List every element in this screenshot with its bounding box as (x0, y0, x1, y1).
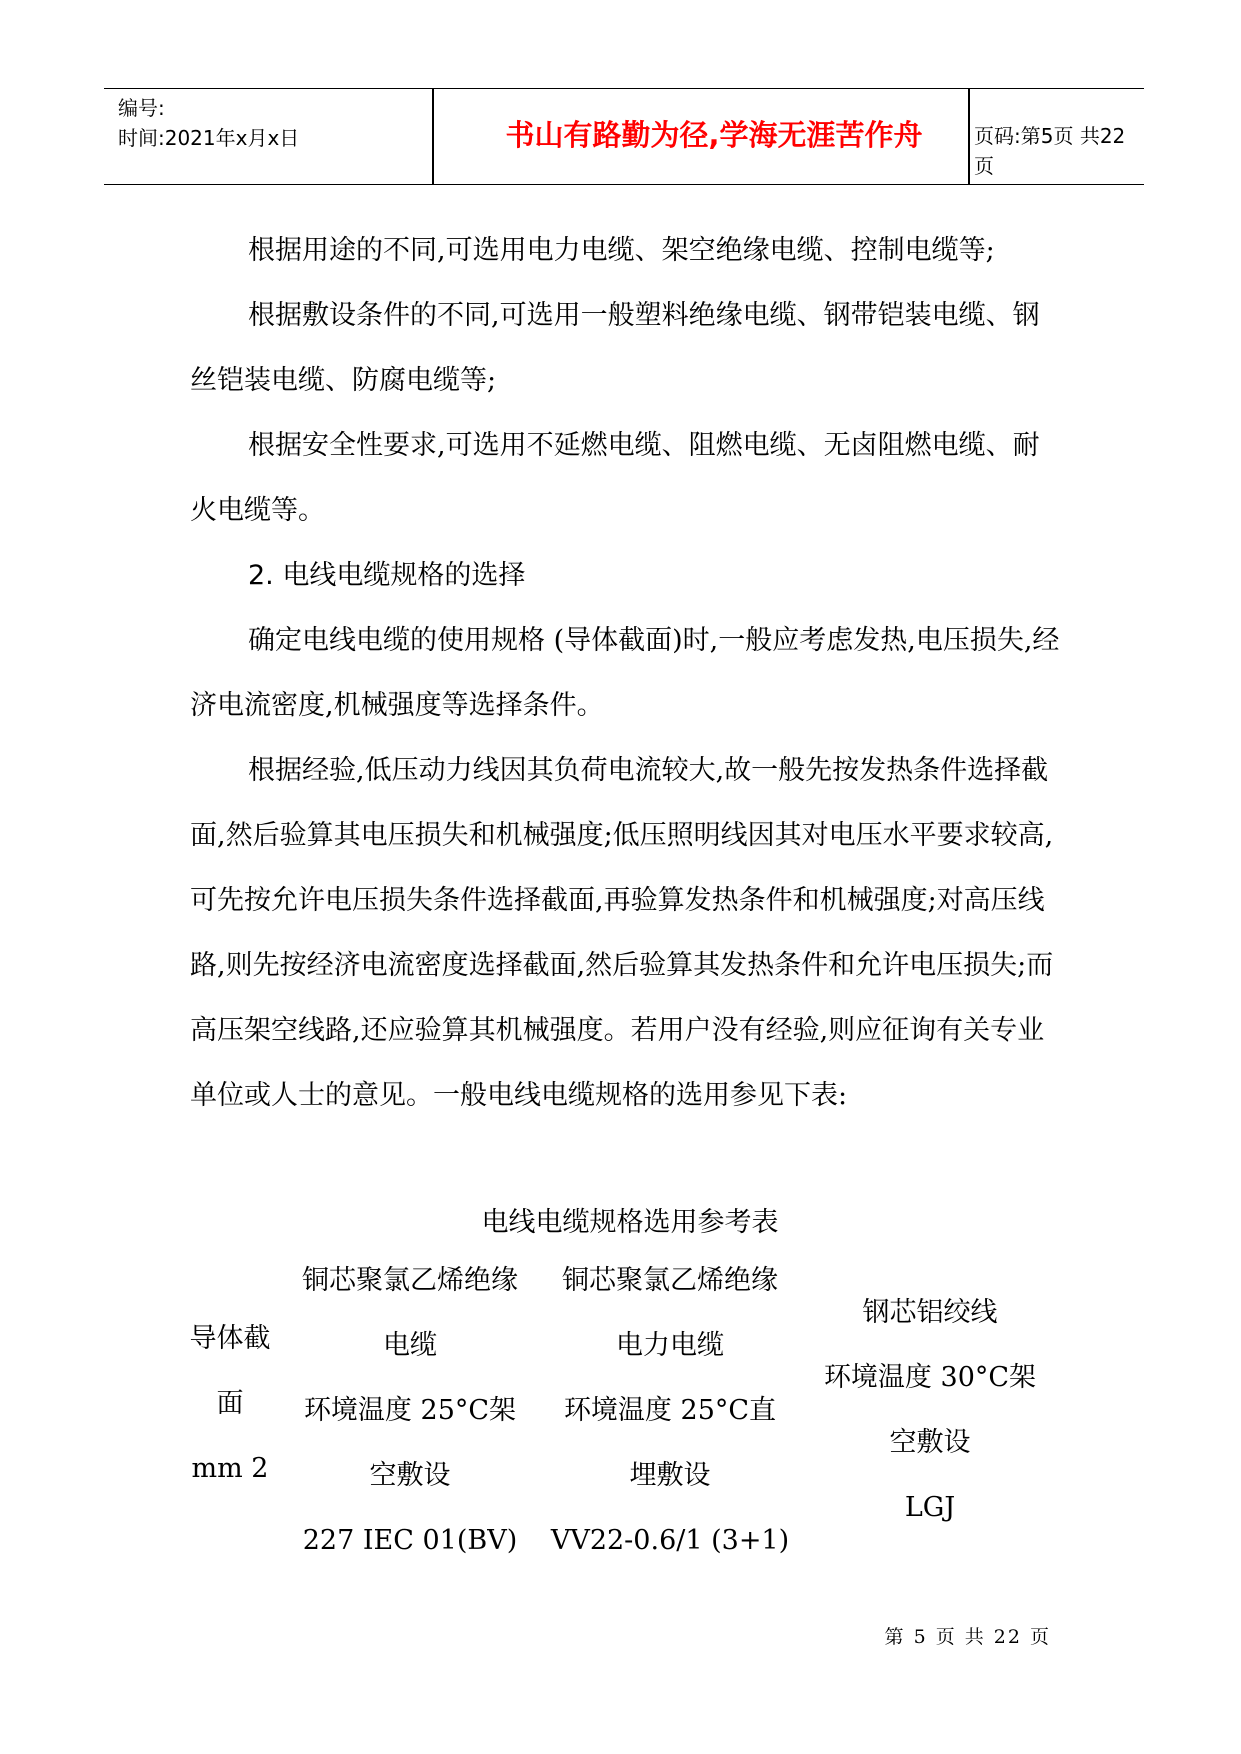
header-divider (968, 89, 970, 184)
table-column-lgj (810, 1280, 1050, 1540)
table-cell: 铜芯聚氯乙烯绝缘 (302, 1265, 518, 1296)
table-cell: 埋敷设 (629, 1460, 711, 1491)
table-cell: 电力电缆 (616, 1330, 724, 1361)
table-cell: 面 (216, 1388, 244, 1419)
table-cell: 环境温度 25°C直 (563, 1395, 777, 1426)
paragraph: 根据经验,低压动力线因其负荷电流较大,故一般先按发热条件选择截面,然后验算其电压损失和机械强度;低压照明线因其对电压水平要求较高,可先按允许电压损失条件选择截面,再验算发热条件和机械强度;对高压线路,则先按经济电流密度选择截面,然后验算其发热条件和允许电压损失;而高压架空线路,还应验算其机械强度。若用户没有经验,则应征询有关专业单位或人士的意见。一般电线电缆规格的选用参见下表: (190, 755, 1054, 1111)
table-cell: LGJ (904, 1492, 956, 1523)
table-cell: 环境温度 30°C架 (823, 1362, 1037, 1393)
table-title: 电线电缆规格选用参考表 (481, 1207, 779, 1238)
time-label: 时间:2021年x月x日 (118, 126, 300, 150)
section-heading: 2. 电线电缆规格的选择 (248, 560, 526, 591)
table-column-bv (290, 1248, 530, 1573)
paragraph: 根据敷设条件的不同,可选用一般塑料绝缘电缆、钢带铠装电缆、钢丝铠装电缆、防腐电缆等; (190, 300, 1040, 396)
table-cell: 环境温度 25°C架 (303, 1395, 517, 1426)
table-cell: 空敷设 (369, 1460, 451, 1491)
header-page-label: 页码:第5页 共22页 (974, 124, 1126, 178)
header-motto: 书山有路勤为径,学海无涯苦作舟 (505, 118, 923, 152)
paragraph: 根据用途的不同,可选用电力电缆、架空绝缘电缆、控制电缆等; (248, 235, 995, 266)
paragraph: 根据安全性要求,可选用不延燃电缆、阻燃电缆、无卤阻燃电缆、耐火电缆等。 (190, 430, 1040, 526)
header-divider (432, 89, 434, 184)
table-column-section (170, 1306, 290, 1501)
table-cell: mm 2 (191, 1453, 269, 1484)
document-body (190, 218, 1060, 1128)
page-footer: 第 5 页 共 22 页 (884, 1626, 1051, 1648)
table-column-vv22 (550, 1248, 790, 1573)
table-cell: VV22-0.6/1 (3+1) (550, 1525, 790, 1556)
table-cell: 导体截 (189, 1323, 271, 1354)
table-cell: 227 IEC 01(BV) (302, 1525, 518, 1556)
page-header (104, 88, 1144, 185)
table-cell: 电缆 (383, 1330, 437, 1361)
paragraph: 确定电线电缆的使用规格 (导体截面)时,一般应考虑发热,电压损失,经济电流密度,机械强度等选择条件。 (190, 625, 1060, 721)
table-cell: 钢芯铝绞线 (862, 1297, 998, 1328)
number-label: 编号: (118, 96, 165, 120)
table-cell: 铜芯聚氯乙烯绝缘 (562, 1265, 778, 1296)
header-meta (118, 93, 299, 153)
table-cell: 空敷设 (889, 1427, 971, 1458)
